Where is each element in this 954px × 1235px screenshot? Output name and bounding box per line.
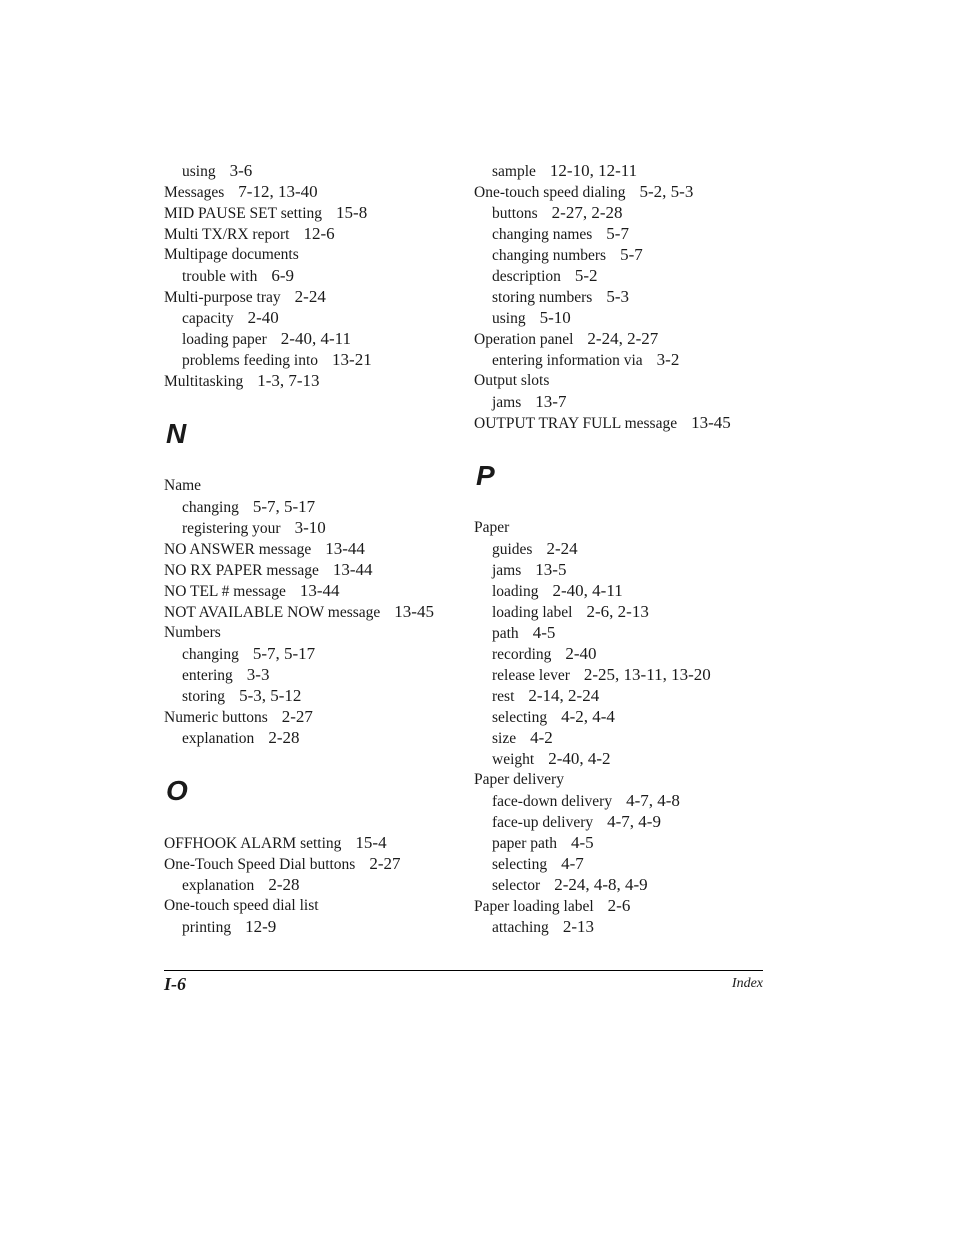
index-term: capacity <box>182 310 234 327</box>
index-entry <box>164 475 464 496</box>
index-page-refs: 4-7, 4-8 <box>626 791 680 810</box>
index-page-refs: 3-10 <box>294 518 326 537</box>
index-page-refs: 5-7 <box>620 245 643 264</box>
index-column-right <box>474 160 774 937</box>
index-page-refs: 2-40, 4-2 <box>548 749 611 768</box>
index-page-refs: 5-7 <box>606 224 629 243</box>
index-page-refs: 2-24, 4-8, 4-9 <box>554 875 648 894</box>
index-page-refs: 5-3 <box>606 287 629 306</box>
index-page-refs: 12-6 <box>303 224 335 243</box>
index-term: MID PAUSE SET setting <box>164 205 323 222</box>
index-page-refs: 1-3, 7-13 <box>257 371 320 390</box>
index-page-refs: 4-5 <box>570 833 594 852</box>
index-term: changing numbers <box>492 247 607 264</box>
index-term: recording <box>492 646 552 663</box>
index-subentry <box>164 874 464 895</box>
index-page-refs: 2-6, 2-13 <box>586 602 649 621</box>
index-page-refs: 2-27, 2-28 <box>551 203 623 222</box>
index-term: buttons <box>492 205 538 222</box>
index-entry <box>164 895 464 916</box>
index-page-refs: 5-7, 5-17 <box>252 497 316 516</box>
index-page-refs: 13-5 <box>535 560 567 579</box>
index-subentry <box>164 643 464 664</box>
index-subentry <box>474 790 774 811</box>
index-entry <box>164 223 464 244</box>
index-term: changing <box>182 499 239 516</box>
index-entry <box>164 622 464 643</box>
index-term: printing <box>182 919 232 936</box>
index-page-refs: 15-8 <box>336 203 368 222</box>
index-subentry <box>164 517 464 538</box>
index-term: sample <box>492 163 536 180</box>
index-term: changing <box>182 646 239 663</box>
index-subentry <box>474 538 774 559</box>
index-page-refs: 5-10 <box>539 308 571 327</box>
index-term: jams <box>492 394 522 411</box>
index-term: explanation <box>182 877 255 894</box>
index-page-refs: 13-44 <box>325 539 365 558</box>
index-entry <box>164 706 464 727</box>
index-entry <box>164 559 464 580</box>
index-term: OUTPUT TRAY FULL message <box>474 415 678 432</box>
index-term: selector <box>492 877 541 894</box>
index-term: entering information via <box>492 352 643 369</box>
index-page-refs: 2-40 <box>247 308 279 327</box>
index-page-refs: 3-2 <box>656 350 680 369</box>
index-subentry <box>164 328 464 349</box>
index-term: using <box>182 163 216 180</box>
index-term: jams <box>492 562 522 579</box>
index-subentry <box>474 706 774 727</box>
index-term: NO ANSWER message <box>164 541 312 558</box>
index-entry <box>164 538 464 559</box>
index-page-refs: 2-40, 4-11 <box>552 581 623 600</box>
index-term: One-touch speed dial list <box>164 897 319 914</box>
index-section-letter: P <box>476 460 495 491</box>
index-term: loading paper <box>182 331 267 348</box>
index-term: size <box>492 730 517 747</box>
index-entry <box>164 601 464 622</box>
index-page-refs: 6-9 <box>271 266 295 285</box>
index-subentry <box>474 832 774 853</box>
index-term: Numeric buttons <box>164 709 268 726</box>
footer-page-number: I-6 <box>164 974 186 994</box>
index-entry <box>164 370 464 391</box>
index-term: Paper loading label <box>474 898 594 915</box>
index-entry <box>164 286 464 307</box>
index-term: OFFHOOK ALARM setting <box>164 835 342 852</box>
index-entry <box>164 202 464 223</box>
index-page-refs: 4-2, 4-4 <box>561 707 615 726</box>
index-page-refs: 12-9 <box>245 917 277 936</box>
index-subentry <box>474 307 774 328</box>
index-page-refs: 2-6 <box>607 896 631 915</box>
index-term: rest <box>492 688 515 705</box>
index-term: Operation panel <box>474 331 574 348</box>
index-page-refs: 2-28 <box>268 875 300 894</box>
index-term: Multitasking <box>164 373 244 390</box>
index-term: Paper delivery <box>474 771 564 788</box>
index-page-refs: 13-21 <box>332 350 372 369</box>
index-subentry <box>164 160 464 181</box>
index-term: attaching <box>492 919 549 936</box>
index-subentry <box>474 811 774 832</box>
index-term: Output slots <box>474 372 550 389</box>
index-term: trouble with <box>182 268 258 285</box>
index-subentry <box>474 265 774 286</box>
index-subentry <box>474 244 774 265</box>
index-entry <box>164 181 464 202</box>
index-term: selecting <box>492 856 548 873</box>
index-page-refs: 3-6 <box>229 161 253 180</box>
index-section-letter: O <box>166 775 188 806</box>
index-page-refs: 2-24 <box>546 539 578 558</box>
index-subentry <box>164 916 464 937</box>
index-page-refs: 4-7 <box>561 854 584 873</box>
index-term: loading label <box>492 604 573 621</box>
index-term: Name <box>164 477 202 494</box>
index-term: One-touch speed dialing <box>474 184 626 201</box>
index-term: NO TEL # message <box>164 583 286 600</box>
index-subentry <box>474 853 774 874</box>
index-subentry <box>164 685 464 706</box>
index-entry <box>474 412 774 433</box>
index-term: paper path <box>492 835 557 852</box>
index-column-left <box>164 160 464 937</box>
index-page-refs: 13-45 <box>394 602 434 621</box>
index-term: Multi TX/RX report <box>164 226 290 243</box>
index-subentry <box>474 559 774 580</box>
index-term: face-down delivery <box>492 793 613 810</box>
index-entry <box>474 181 774 202</box>
index-subentry <box>164 496 464 517</box>
index-term: guides <box>492 541 533 558</box>
index-subentry <box>474 286 774 307</box>
index-term: Numbers <box>164 624 221 641</box>
index-term: release lever <box>492 667 570 684</box>
index-page-refs: 5-7, 5-17 <box>252 644 316 663</box>
index-term: Paper <box>474 519 510 536</box>
index-term: selecting <box>492 709 548 726</box>
index-subentry <box>474 685 774 706</box>
index-entry <box>474 895 774 916</box>
index-term: registering your <box>182 520 281 537</box>
index-page-refs: 7-12, 13-40 <box>238 182 318 201</box>
index-term: Multipage documents <box>164 246 299 263</box>
index-subentry <box>474 349 774 370</box>
index-page-refs: 5-2, 5-3 <box>639 182 694 201</box>
index-page-refs: 13-45 <box>691 413 731 432</box>
index-term: NO RX PAPER message <box>164 562 319 579</box>
index-subentry <box>164 664 464 685</box>
index-subentry <box>474 727 774 748</box>
index-page-refs: 2-40 <box>565 644 597 663</box>
index-section-letter: N <box>166 418 187 449</box>
index-term: using <box>492 310 526 327</box>
index-entry <box>164 832 464 853</box>
index-term: NOT AVAILABLE NOW message <box>164 604 381 621</box>
index-entry <box>164 244 464 265</box>
index-subentry <box>474 664 774 685</box>
index-term: Multi-purpose tray <box>164 289 281 306</box>
index-entry <box>474 517 774 538</box>
index-subentry <box>164 727 464 748</box>
index-subentry <box>474 643 774 664</box>
index-page-refs: 2-13 <box>562 917 594 936</box>
index-page-refs: 5-3, 5-12 <box>239 686 302 705</box>
index-term: changing names <box>492 226 593 243</box>
index-term: explanation <box>182 730 255 747</box>
index-term: Messages <box>164 184 225 201</box>
index-term: entering <box>182 667 233 684</box>
index-entry <box>164 853 464 874</box>
index-page-refs: 15-4 <box>355 833 387 852</box>
index-page-refs: 4-2 <box>530 728 553 747</box>
index-entry <box>474 370 774 391</box>
index-page-refs: 2-27 <box>369 854 401 873</box>
index-page-refs: 2-24 <box>294 287 326 306</box>
index-term: description <box>492 268 561 285</box>
index-term: loading <box>492 583 539 600</box>
index-page-refs: 13-7 <box>535 392 567 411</box>
index-page-refs: 2-28 <box>268 728 300 747</box>
index-page-refs: 2-25, 13-11, 13-20 <box>583 665 711 684</box>
footer-rule <box>164 970 763 971</box>
index-subentry <box>474 874 774 895</box>
index-term: face-up delivery <box>492 814 594 831</box>
index-term: problems feeding into <box>182 352 319 369</box>
index-page-refs: 4-7, 4-9 <box>607 812 661 831</box>
index-subentry <box>474 160 774 181</box>
index-page-refs: 12-10, 12-11 <box>549 161 638 180</box>
index-subentry <box>474 391 774 412</box>
index-page-refs: 2-27 <box>281 707 313 726</box>
index-page-refs: 2-40, 4-11 <box>280 329 351 348</box>
index-subentry <box>474 748 774 769</box>
index-subentry <box>474 622 774 643</box>
index-term: One-Touch Speed Dial buttons <box>164 856 356 873</box>
index-subentry <box>474 223 774 244</box>
index-subentry <box>474 202 774 223</box>
index-page-refs: 13-44 <box>299 581 340 600</box>
index-subentry <box>474 601 774 622</box>
index-page-refs: 2-14, 2-24 <box>528 686 600 705</box>
index-entry <box>474 769 774 790</box>
index-subentry <box>164 307 464 328</box>
index-term: weight <box>492 751 535 768</box>
index-term: storing <box>182 688 226 705</box>
index-page-refs: 4-5 <box>532 623 556 642</box>
index-subentry <box>474 916 774 937</box>
index-entry <box>164 580 464 601</box>
index-term: storing numbers <box>492 289 593 306</box>
index-page-refs: 3-3 <box>246 665 270 684</box>
index-subentry <box>474 580 774 601</box>
index-page-refs: 13-44 <box>332 560 373 579</box>
index-page-refs: 2-24, 2-27 <box>587 329 659 348</box>
index-subentry <box>164 349 464 370</box>
index-term: path <box>492 625 519 642</box>
index-entry <box>474 328 774 349</box>
index-page-refs: 5-2 <box>574 266 598 285</box>
index-subentry <box>164 265 464 286</box>
footer-section-title: Index <box>731 976 763 991</box>
